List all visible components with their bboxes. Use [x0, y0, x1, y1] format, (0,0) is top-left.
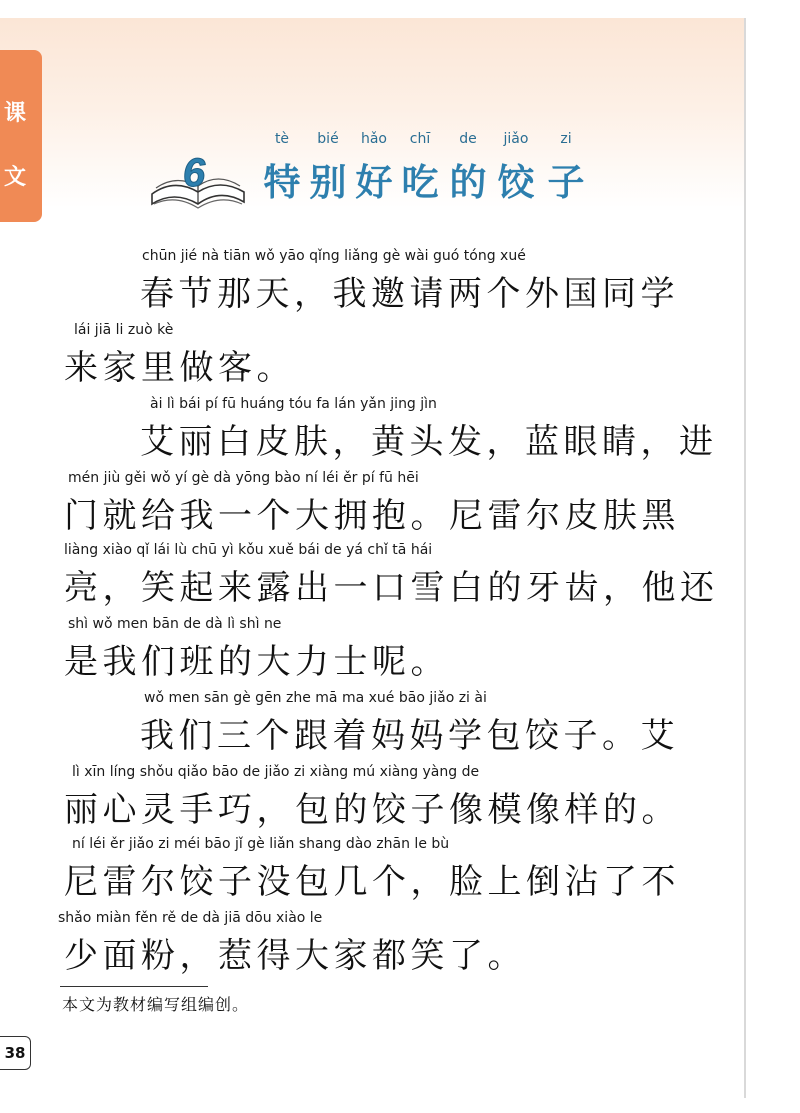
text-line: 艾丽白皮肤，黄头发，蓝眼睛，进	[140, 422, 718, 462]
title-pinyin: zi	[560, 131, 572, 147]
title-pinyin: hǎo	[360, 131, 388, 147]
title-char: 的	[449, 161, 487, 204]
title-pinyin: tè	[274, 131, 290, 147]
section-side-tab	[0, 50, 42, 222]
pinyin-line: lì xīn líng shǒu qiǎo bāo de jiǎo zi xiàng mú xiàng yàng de	[72, 764, 480, 780]
title-char: 特	[263, 161, 301, 204]
pinyin-line: wǒ men sān gè gēn zhe mā ma xué bāo jiǎo zi ài	[144, 690, 487, 706]
text-line: 是我们班的大力士呢。	[64, 642, 449, 682]
text-line: 春节那天，我邀请两个外国同学	[140, 274, 679, 314]
title-char: 子	[547, 161, 585, 204]
side-tab-char-2: 文	[3, 165, 26, 190]
title-char: 别	[309, 161, 347, 204]
text-line: 亮，笑起来露出一口雪白的牙齿，他还	[64, 568, 719, 608]
pinyin-line: liàng xiào qǐ lái lù chū yì kǒu xuě bái de yá chǐ tā hái	[64, 542, 433, 558]
title-pinyin: jiǎo	[503, 131, 529, 147]
pinyin-line: shì wǒ men bān de dà lì shì ne	[68, 616, 282, 632]
page-number: 38	[0, 1036, 31, 1070]
pinyin-line: ài lì bái pí fū huáng tóu fa lán yǎn jing jìn	[150, 396, 437, 412]
title-char: 好	[355, 161, 393, 204]
title-pinyin: chī	[409, 131, 431, 147]
text-line: 丽心灵手巧，包的饺子像模像样的。	[64, 790, 680, 830]
open-book-icon	[148, 148, 248, 220]
pinyin-line: shǎo miàn fěn rě de dà jiā dōu xiào le	[58, 910, 323, 926]
side-tab-char-1: 课	[3, 101, 26, 126]
text-line: 尼雷尔饺子没包几个，脸上倒沾了不	[64, 862, 680, 902]
text-line: 我们三个跟着妈妈学包饺子。艾	[140, 716, 679, 756]
footnote: 本文为教材编写组编创。	[62, 995, 250, 1014]
lesson-number: 6	[182, 151, 206, 195]
pinyin-line: mén jiù gěi wǒ yí gè dà yōng bào ní léi ěr pí fū hēi	[68, 470, 419, 486]
title-char: 饺	[497, 161, 535, 204]
text-line: 门就给我一个大拥抱。尼雷尔皮肤黑	[64, 496, 680, 536]
text-line: 来家里做客。	[64, 348, 295, 388]
text-line: 少面粉，惹得大家都笑了。	[64, 936, 526, 976]
title-pinyin: de	[459, 131, 477, 147]
pinyin-line: lái jiā li zuò kè	[74, 322, 174, 338]
pinyin-line: chūn jié nà tiān wǒ yāo qǐng liǎng gè wài guó tóng xué	[142, 248, 526, 264]
title-char: 吃	[401, 161, 439, 204]
pinyin-line: ní léi ěr jiǎo zi méi bāo jǐ gè liǎn shang dào zhān le bù	[72, 836, 450, 852]
title-pinyin: bié	[317, 131, 339, 147]
footnote-divider	[60, 986, 208, 987]
